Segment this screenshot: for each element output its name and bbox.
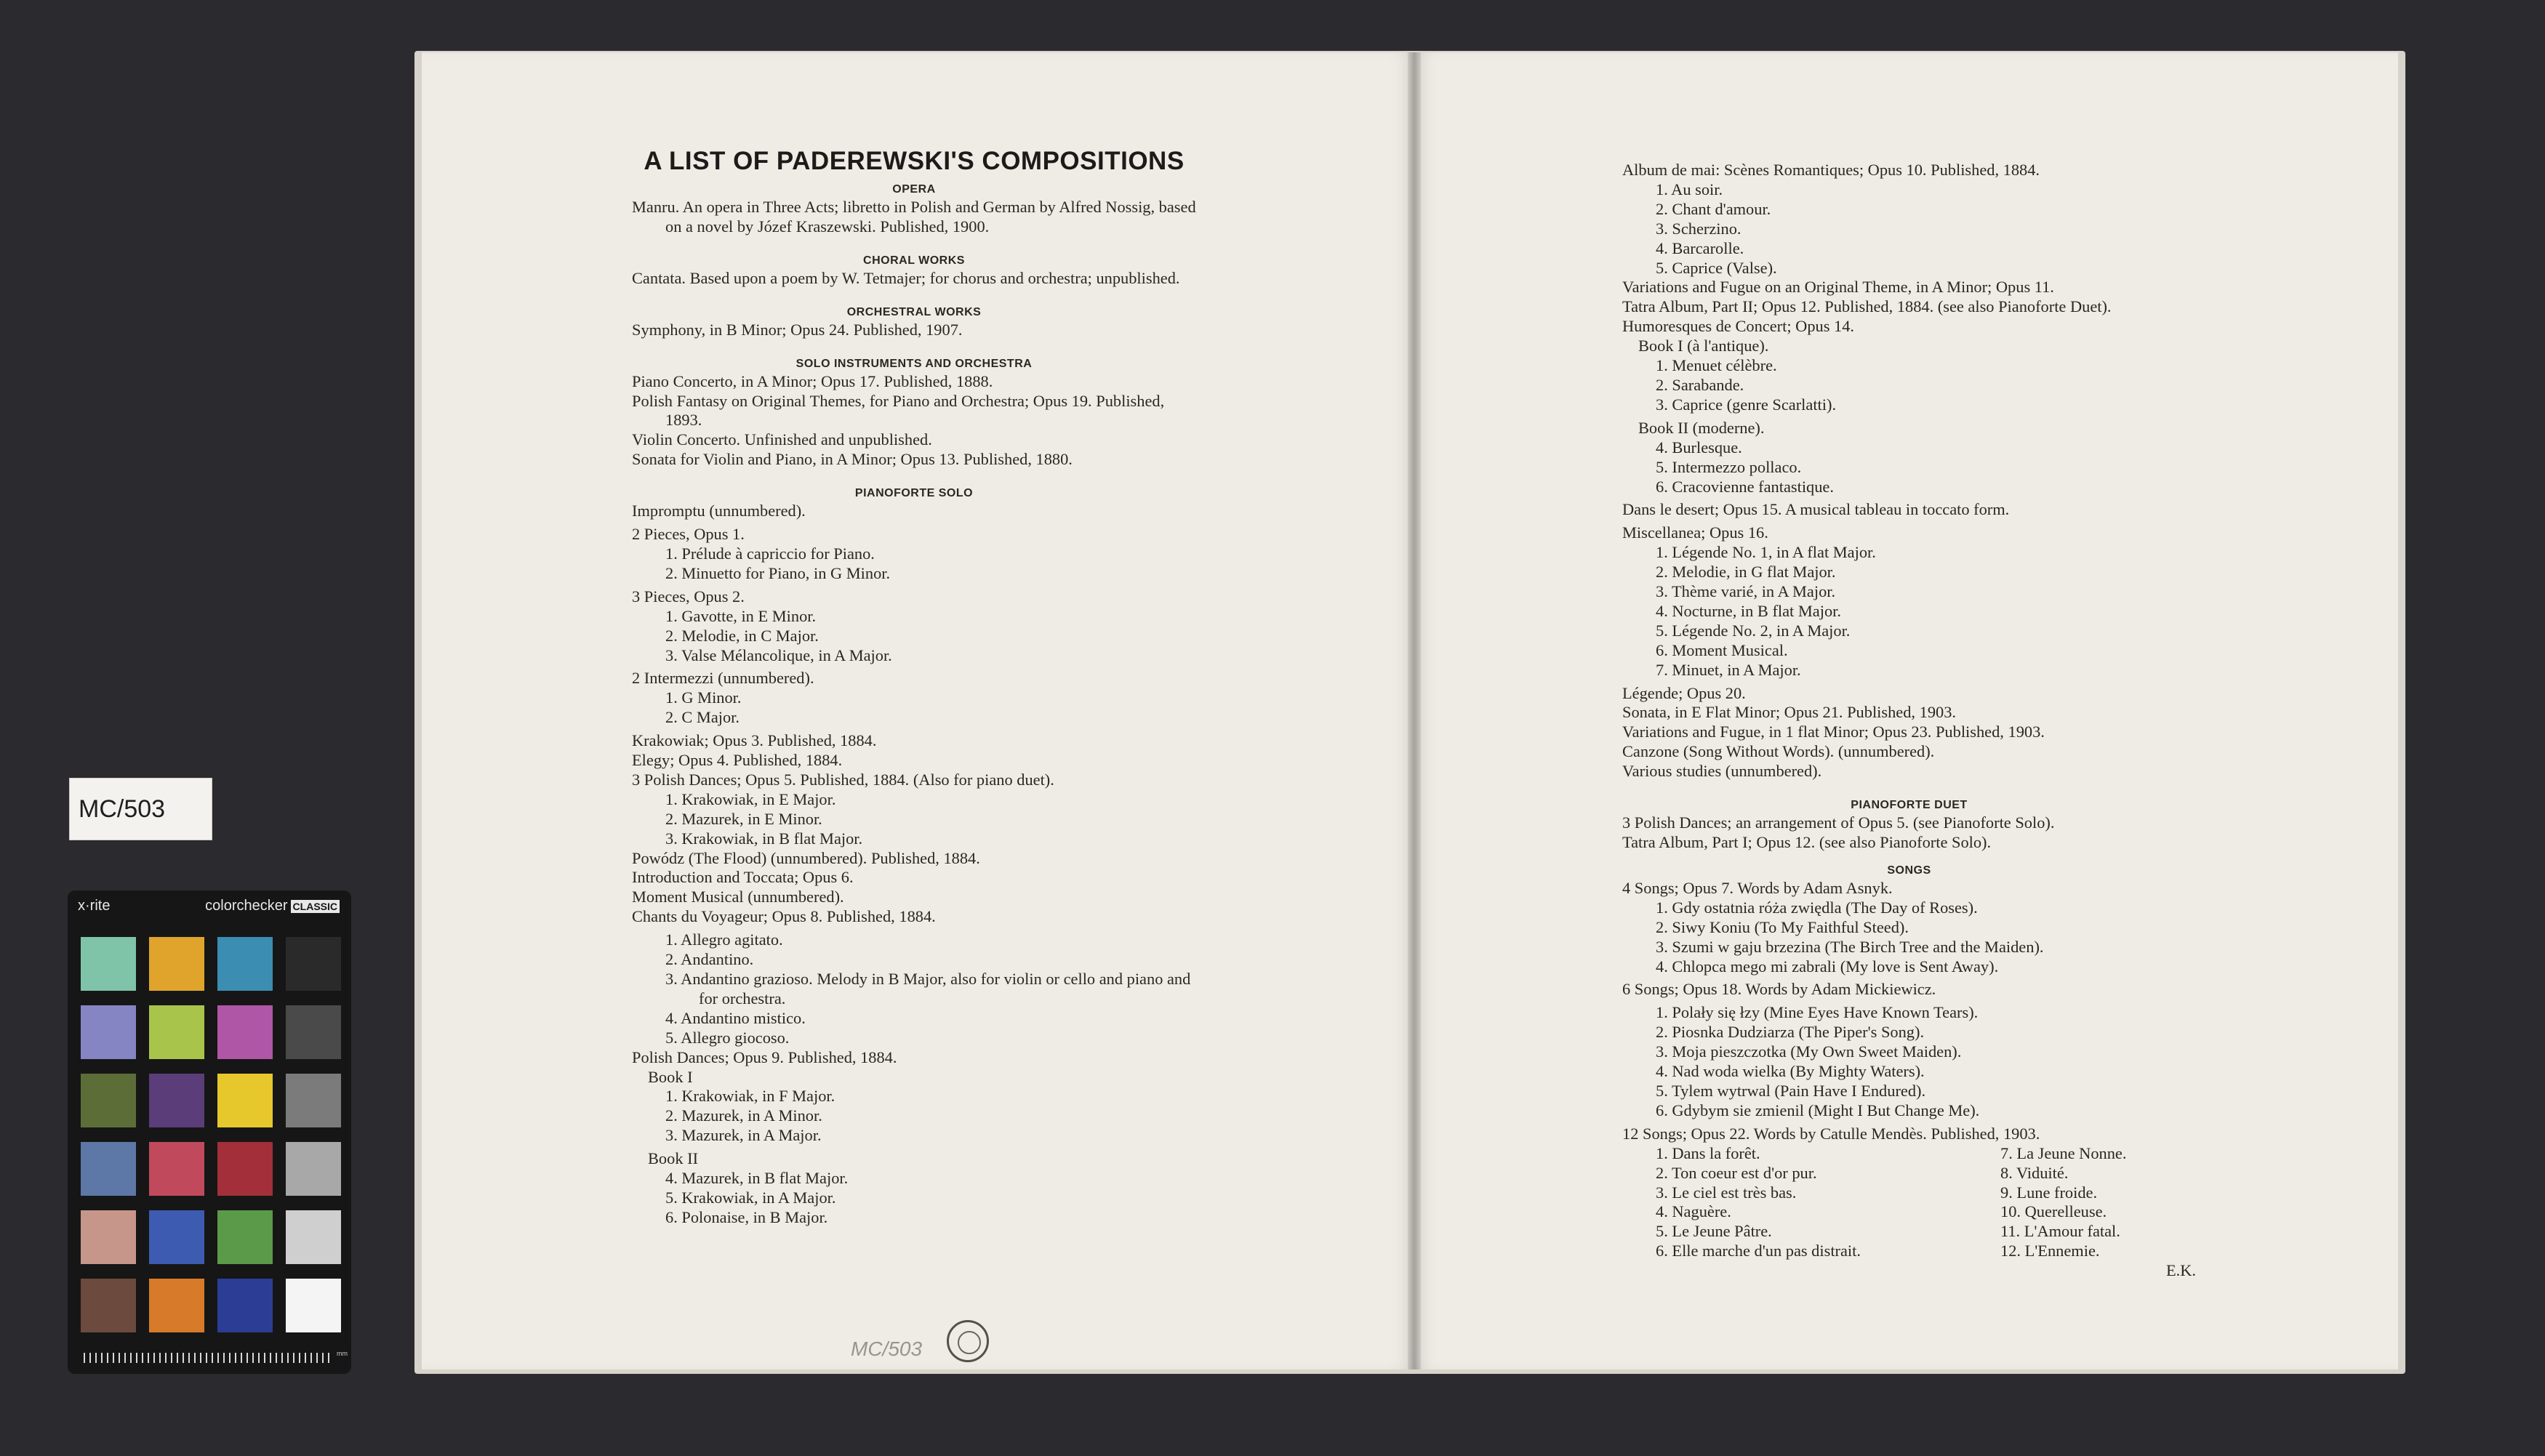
heading-choral: CHORAL WORKS xyxy=(863,254,965,267)
entry-duet-polish-dances: 3 Polish Dances; an arrangement of Opus 5. (see Pianoforte Solo). xyxy=(1622,813,2055,832)
color-swatch xyxy=(81,1005,136,1059)
entry-op15: Dans le desert; Opus 15. A musical tableau in toccato form. xyxy=(1622,500,2010,519)
list-item: 3. Le ciel est très bas. xyxy=(1656,1183,1797,1202)
entry-studies: Various studies (unnumbered). xyxy=(1622,762,1822,781)
list-item: 1. Gavotte, in E Minor. xyxy=(665,606,817,625)
entry-intro-toccata: Introduction and Toccata; Opus 6. xyxy=(632,868,854,887)
entry-impromptu: Impromptu (unnumbered). xyxy=(632,502,806,520)
heading-opera: OPERA xyxy=(892,183,936,196)
entry-op18: 6 Songs; Opus 18. Words by Adam Mickiewicz. xyxy=(1622,980,1936,999)
list-item: 1. Krakowiak, in E Major. xyxy=(665,789,836,808)
entry-op7: 4 Songs; Opus 7. Words by Adam Asnyk. xyxy=(1622,878,1893,897)
list-item: 1. Prélude à capriccio for Piano. xyxy=(665,544,875,563)
list-item: 2. Chant d'amour. xyxy=(1656,199,1771,218)
entry-polish-fantasy: Polish Fantasy on Original Themes, for Piano and Orchestra; Opus 19. Published, 1893. xyxy=(632,391,1165,430)
list-item: 12. L'Ennemie. xyxy=(2000,1242,2100,1260)
book-label: Book I xyxy=(648,1067,693,1086)
list-item: 3. Caprice (genre Scarlatti). xyxy=(1656,395,1837,414)
list-item: 6. Gdybym sie zmienil (Might I But Change Me). xyxy=(1656,1101,1980,1119)
entry-op1: 2 Pieces, Opus 1. xyxy=(632,525,745,544)
color-swatch xyxy=(81,1074,136,1127)
color-swatch xyxy=(217,937,273,991)
list-item: 9. Lune froide. xyxy=(2000,1183,2098,1202)
checker-product xyxy=(205,898,340,914)
ruler-unit: mm xyxy=(337,1350,348,1357)
list-item: 4. Andantino mistico. xyxy=(665,1008,806,1027)
list-item: 2. Ton coeur est d'or pur. xyxy=(1656,1163,1817,1182)
list-item: 3. Andantino grazioso. Melody in B Major, also for violin or cello and piano and for orchestra. xyxy=(665,970,1191,1007)
pencil-shelfmark: MC/503 xyxy=(851,1338,923,1360)
entry-violin-concerto: Violin Concerto. Unfinished and unpublished. xyxy=(632,430,932,449)
list-item: 8. Viduité. xyxy=(2000,1163,2069,1182)
list-item: 1. Légende No. 1, in A flat Major. xyxy=(1656,543,1876,562)
list-item: 2. Piosnka Dudziarza (The Piper's Song). xyxy=(1656,1023,1925,1042)
color-swatch xyxy=(149,1074,204,1127)
list-item: 1. Au soir. xyxy=(1656,180,1723,198)
entry-duet-tatra: Tatra Album, Part I; Opus 12. (see also Pianoforte Solo). xyxy=(1622,833,1992,851)
author-initials: E.K. xyxy=(2165,1261,2196,1280)
list-item: 2. Minuetto for Piano, in G Minor. xyxy=(665,563,891,582)
entry-cantata: Cantata. Based upon a poem by W. Tetmajer; for chorus and orchestra; unpublished. xyxy=(632,268,1180,287)
color-swatch xyxy=(81,1142,136,1196)
list-item: 2. Mazurek, in A Minor. xyxy=(665,1106,822,1125)
list-item: 2. Melodie, in C Major. xyxy=(665,626,819,645)
list-item: 1. Krakowiak, in F Major. xyxy=(665,1087,835,1106)
list-item: 11. L'Amour fatal. xyxy=(2000,1222,2120,1241)
entry-intermezzi: 2 Intermezzi (unnumbered). xyxy=(632,669,814,688)
op22-right-column xyxy=(2000,1144,2196,1261)
color-swatch xyxy=(217,1142,273,1196)
list-item: 1. Dans la forêt. xyxy=(1656,1143,1760,1162)
list-item: 4. Nad woda wielka (By Mighty Waters). xyxy=(1656,1062,1925,1081)
list-item: 5. Allegro giocoso. xyxy=(665,1028,790,1047)
entry-op8: Chants du Voyageur; Opus 8. Published, 1884. xyxy=(632,907,936,926)
entry-symphony: Symphony, in B Minor; Opus 24. Published, 1907. xyxy=(632,320,963,339)
list-item: 5. Tylem wytrwal (Pain Have I Endured). xyxy=(1656,1081,1926,1100)
entry-piano-concerto: Piano Concerto, in A Minor; Opus 17. Published, 1888. xyxy=(632,371,993,390)
list-item: 2. Siwy Koniu (To My Faithful Steed). xyxy=(1656,917,1909,936)
color-swatch xyxy=(217,1210,273,1264)
book-label: Book I (à l'antique). xyxy=(1638,337,1769,355)
library-stamp-icon xyxy=(947,1320,989,1362)
list-item: 4. Chlopca mego mi zabrali (My love is Sent Away). xyxy=(1656,957,1999,976)
entry-op12: Tatra Album, Part II; Opus 12. Published, 1884. (see also Pianoforte Duet). xyxy=(1622,297,2112,316)
color-swatch xyxy=(286,1074,341,1127)
list-item: 6. Cracovienne fantastique. xyxy=(1656,477,1834,496)
checker-brand: x·rite xyxy=(78,898,111,914)
entry-op21: Sonata, in E Flat Minor; Opus 21. Published, 1903. xyxy=(1622,703,1957,722)
list-item: 3. Scherzino. xyxy=(1656,219,1742,238)
list-item: 5. Krakowiak, in A Major. xyxy=(665,1188,836,1207)
checker-product-name: colorchecker xyxy=(205,898,288,914)
entry-op14: Humoresques de Concert; Opus 14. xyxy=(1622,317,1855,336)
color-swatch xyxy=(81,1210,136,1264)
list-item: 4. Naguère. xyxy=(1656,1202,1731,1221)
list-item: 1. G Minor. xyxy=(665,688,742,707)
list-item: 1. Gdy ostatnia róża zwiędla (The Day of Roses). xyxy=(1656,898,1978,917)
archive-label xyxy=(69,778,212,840)
list-item: 7. La Jeune Nonne. xyxy=(2000,1143,2127,1162)
list-item: 6. Polonaise, in B Major. xyxy=(665,1207,828,1226)
color-swatch xyxy=(149,1279,204,1332)
entry-moment-musical: Moment Musical (unnumbered). xyxy=(632,888,844,906)
op22-left-column xyxy=(1622,1144,2000,1261)
color-swatch xyxy=(81,1279,136,1332)
heading-piano-solo: PIANOFORTE SOLO xyxy=(854,487,974,500)
list-item: 6. Elle marche d'un pas distrait. xyxy=(1656,1242,1861,1260)
entry-op23: Variations and Fugue, in 1 flat Minor; Opus 23. Published, 1903. xyxy=(1622,723,2045,741)
color-swatch xyxy=(217,1279,273,1332)
book-label: Book II xyxy=(648,1149,699,1168)
list-item: 10. Querelleuse. xyxy=(2000,1202,2107,1221)
entry-op11: Variations and Fugue on an Original Theme, in A Minor; Opus 11. xyxy=(1622,278,2054,297)
heading-piano-duet: PIANOFORTE DUET xyxy=(1851,799,1968,812)
color-swatch xyxy=(286,1279,341,1332)
entry-krakowiak: Krakowiak; Opus 3. Published, 1884. xyxy=(632,731,877,750)
color-swatch xyxy=(149,1142,204,1196)
list-item: 3. Mazurek, in A Major. xyxy=(665,1126,822,1145)
checker-ruler xyxy=(84,1353,332,1363)
entry-manru: Manru. An opera in Three Acts; libretto in Polish and German by Alfred Nossig, based on a novel by Józef Kraszewski. Published, 1900. xyxy=(632,198,1196,236)
book-label: Book II (moderne). xyxy=(1638,418,1765,437)
right-page-text xyxy=(1622,161,2196,1281)
color-swatch xyxy=(286,937,341,991)
list-item: 6. Moment Musical. xyxy=(1656,640,1788,659)
color-swatch xyxy=(286,1005,341,1059)
color-swatch xyxy=(286,1210,341,1264)
list-item: 3. Szumi w gaju brzezina (The Birch Tree and the Maiden). xyxy=(1656,937,2044,956)
list-item: 5. Caprice (Valse). xyxy=(1656,258,1777,277)
color-swatch xyxy=(217,1074,273,1127)
list-item: 3. Valse Mélancolique, in A Major. xyxy=(665,645,892,664)
list-item: 2. Sarabande. xyxy=(1656,375,1744,394)
list-item: 5. Légende No. 2, in A Major. xyxy=(1656,621,1851,640)
color-swatch xyxy=(286,1142,341,1196)
color-swatch xyxy=(217,1005,273,1059)
list-item: 2. C Major. xyxy=(665,708,740,727)
booklet-spine xyxy=(1408,52,1421,1369)
entry-op9: Polish Dances; Opus 9. Published, 1884. xyxy=(632,1047,897,1066)
list-item: 7. Minuet, in A Major. xyxy=(1656,660,1801,679)
list-item: 5. Le Jeune Pâtre. xyxy=(1656,1222,1772,1241)
list-item: 3. Krakowiak, in B flat Major. xyxy=(665,829,863,848)
list-item: 2. Mazurek, in E Minor. xyxy=(665,809,822,828)
entry-canzone: Canzone (Song Without Words). (unnumbered). xyxy=(1622,742,1935,761)
checker-edition: CLASSIC xyxy=(291,900,340,913)
list-item: 1. Menuet célèbre. xyxy=(1656,356,1777,375)
list-item: 2. Andantino. xyxy=(665,950,754,969)
left-page-text xyxy=(632,145,1196,1228)
color-swatch xyxy=(149,1005,204,1059)
heading-solo-orchestra: SOLO INSTRUMENTS AND ORCHESTRA xyxy=(795,357,1033,370)
heading-orchestral: ORCHESTRAL WORKS xyxy=(846,305,982,318)
list-item: 4. Burlesque. xyxy=(1656,438,1742,456)
op22-song-list xyxy=(1622,1144,2196,1261)
entry-op2: 3 Pieces, Opus 2. xyxy=(632,587,745,606)
page-title: A LIST OF PADEREWSKI'S COMPOSITIONS xyxy=(644,147,1185,175)
entry-violin-sonata: Sonata for Violin and Piano, in A Minor; Opus 13. Published, 1880. xyxy=(632,450,1073,469)
archive-label-text: MC/503 xyxy=(79,795,166,823)
list-item: 1. Allegro agitato. xyxy=(665,930,783,949)
color-swatch xyxy=(149,937,204,991)
list-item: 3. Moja pieszczotka (My Own Sweet Maiden). xyxy=(1656,1042,1962,1061)
color-swatch xyxy=(149,1210,204,1264)
list-item: 5. Intermezzo pollaco. xyxy=(1656,457,1802,476)
list-item: 4. Nocturne, in B flat Major. xyxy=(1656,601,1841,620)
list-item: 3. Thème varié, in A Major. xyxy=(1656,582,1836,601)
entry-powodz: Powódz (The Flood) (unnumbered). Published, 1884. xyxy=(632,848,980,867)
list-item: 1. Polały się łzy (Mine Eyes Have Known Tears). xyxy=(1656,1003,1979,1022)
entry-op16: Miscellanea; Opus 16. xyxy=(1622,523,1768,542)
list-item: 2. Melodie, in G flat Major. xyxy=(1656,563,1836,582)
color-swatch xyxy=(81,937,136,991)
list-item: 4. Mazurek, in B flat Major. xyxy=(665,1169,849,1188)
entry-op10: Album de mai: Scènes Romantiques; Opus 10. Published, 1884. xyxy=(1622,161,2040,179)
entry-op20: Légende; Opus 20. xyxy=(1622,683,1746,702)
entry-elegy: Elegy; Opus 4. Published, 1884. xyxy=(632,751,843,770)
list-item: 4. Barcarolle. xyxy=(1656,238,1744,257)
entry-op5: 3 Polish Dances; Opus 5. Published, 1884. (Also for piano duet). xyxy=(632,770,1054,789)
color-checker xyxy=(68,890,351,1374)
heading-songs: SONGS xyxy=(1887,864,1931,877)
entry-op22: 12 Songs; Opus 22. Words by Catulle Mendès. Published, 1903. xyxy=(1622,1124,2040,1143)
